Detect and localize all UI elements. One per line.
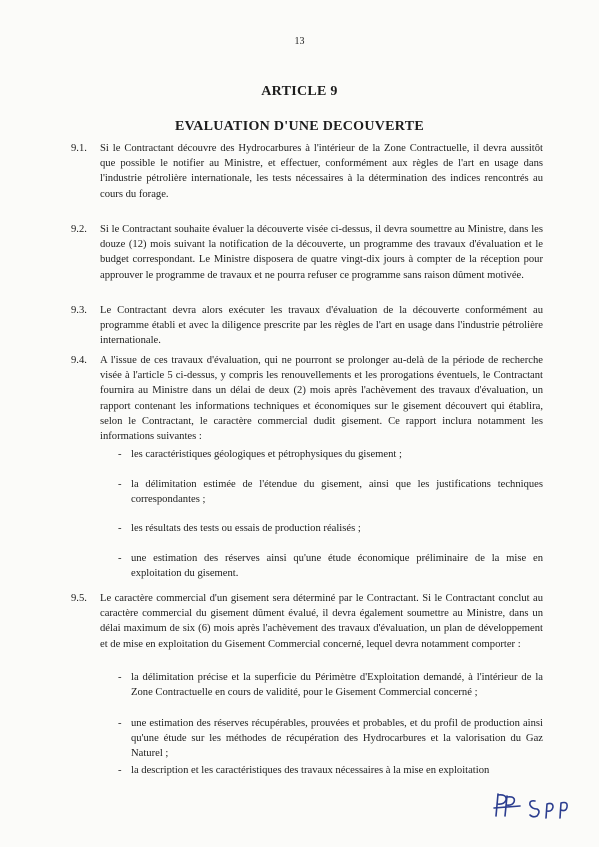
list-dash: - [118,765,122,776]
list-item [0,716,599,762]
clause-9-2 [0,222,599,283]
list-item-text: la délimitation estimée de l'étendue du gisement, ainsi que les justifications techniques correspondantes ; [131,479,543,506]
list-item [0,763,599,778]
clause-text: Si le Contractant découvre des Hydrocarbures à l'intérieur de la Zone Contractuelle, il devra aussitôt que possible le notifier au Ministre, et effectuer, conformément aux règles de l'art en usage dans l'industrie pétrolière internationale, les tests nécessaires à la détermination des indices rencontrés au cours du forage. [100,143,543,200]
clause-text: Si le Contractant souhaite évaluer la découverte visée ci-dessus, il devra soumettre au Ministre, dans les douze (12) mois suivant la notification de la découverte, un programme des travaux d'évaluation et le budget correspondant. Le Ministre disposera de quatre vingt-dix jours à compter de la réception pour approuver le programme de travaux et ne pourra refuser ce programme sans raison dûment motivée. [100,224,543,281]
list-item-text: les caractéristiques géologiques et pétrophysiques du gisement ; [131,449,402,460]
article-number: ARTICLE 9 [261,84,338,99]
list-dash: - [118,479,122,490]
list-item-text: une estimation des réserves ainsi qu'une étude économique préliminaire de la mise en exploitation du gisement. [131,553,543,580]
list-item-text: la délimitation précise et la superficie du Périmètre d'Exploitation demandé, à l'intérieur de la Zone Contractuelle en cours de validité, pour le Gisement Commercial concerné ; [131,672,543,699]
clause-number: 9.4. [71,355,87,366]
article-title: EVALUATION D'UNE DECOUVERTE [174,119,425,134]
clause-text: Le Contractant devra alors exécuter les travaux d'évaluation de la découverte conformément au programme établi et avec la diligence prescrite par les règles de l'art en usage dans l'industrie pétrolière internationale. [100,305,543,347]
list-item [0,477,599,507]
list-item-text: une estimation des réserves récupérables, prouvées et probables, et du profil de production ainsi qu'une étude sur les méthodes de récupération des Hydrocarbures et la valorisation du Gaz Naturel ; [131,718,543,760]
list-dash: - [118,523,122,534]
list-item [0,551,599,581]
list-item [0,447,599,462]
clause-number: 9.1. [71,143,87,154]
list-dash: - [118,553,122,564]
clause-number: 9.3. [71,305,87,316]
clause-9-3 [0,303,599,349]
clause-9-5 [0,591,599,652]
list-dash: - [118,449,122,460]
list-dash: - [118,718,122,729]
clause-9-4 [0,353,599,444]
handwritten-initials [490,788,580,829]
initials-signature-icon [490,788,580,824]
list-dash: - [118,672,122,683]
clause-text: Le caractère commercial d'un gisement sera déterminé par le Contractant. Si le Contractant conclut au caractère commercial du gisement dûment évalué, il devra également soumettre au Ministre, dans un délai maximum de six (6) mois après l'achèvement des travaux d'évaluation, un plan de développement et de mise en exploitation du Gisement Commercial concerné, lequel devra notamment comporter : [100,593,543,650]
list-item [0,670,599,700]
clause-text: A l'issue de ces travaux d'évaluation, qui ne pourront se prolonger au-delà de la période de recherche visée à l'article 5 ci-dessus, y compris les renouvellements et les prorogations éventuels, le Contractant fournira au Ministre dans un délai de deux (2) mois après l'achèvement des travaux d'évaluation, un rapport contenant les informations techniques et économiques sur le gisement découvert qui établira, selon le Contractant, le caractère commercial dudit gisement. Ce rapport inclura notamment les informations suivantes : [100,355,543,443]
clause-number: 9.2. [71,224,87,235]
list-item-text: la description et les caractéristiques des travaux nécessaires à la mise en exploitation [131,765,490,776]
clause-number: 9.5. [71,593,87,604]
list-item-text: les résultats des tests ou essais de production réalisés ; [131,523,361,534]
list-item [0,521,599,536]
clause-9-1 [0,141,599,202]
page-number: 13 [294,36,305,47]
